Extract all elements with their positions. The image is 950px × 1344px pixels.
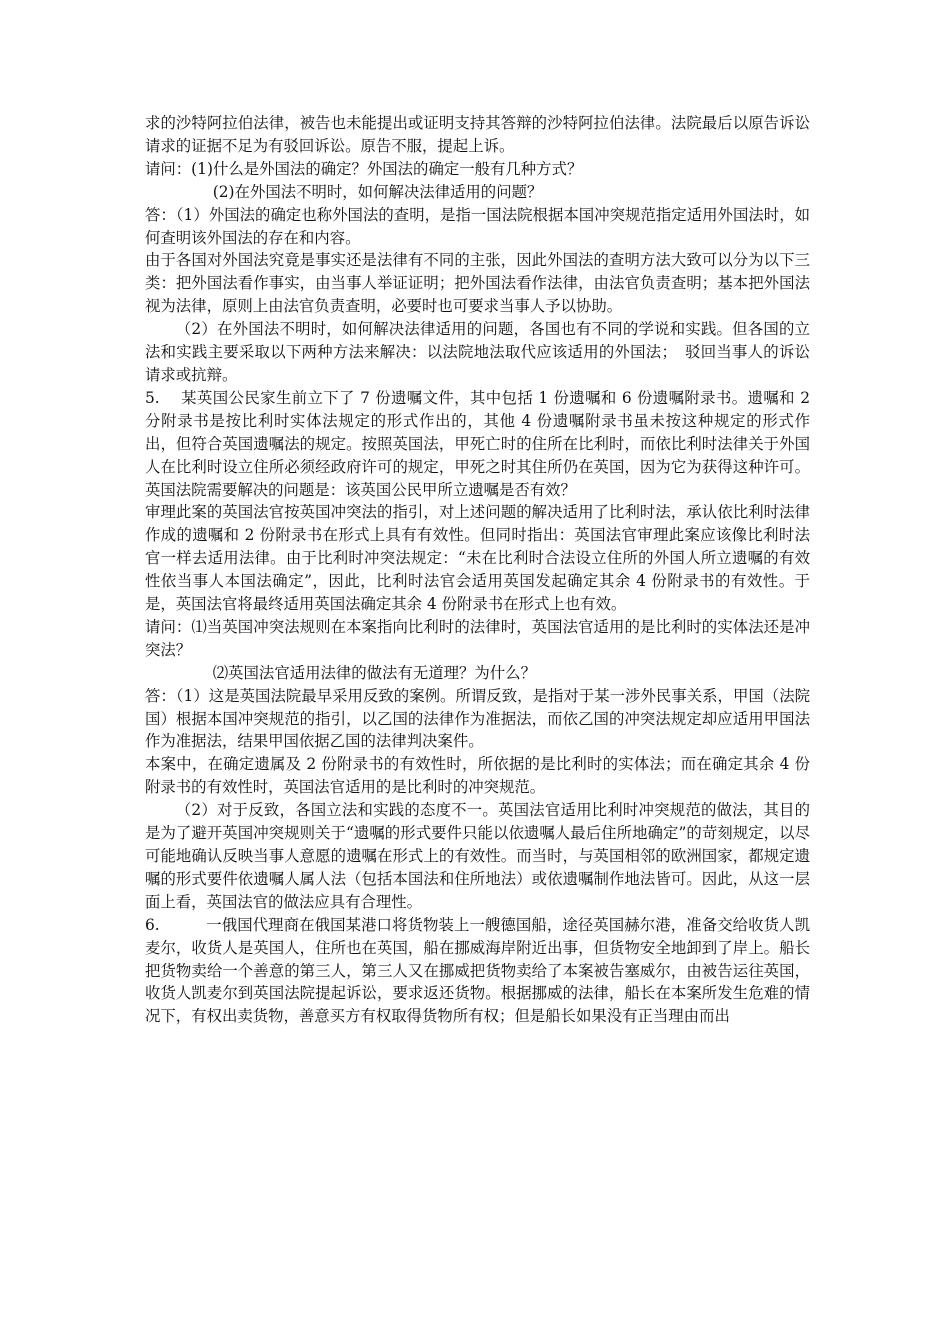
paragraph: 请问：(1)什么是外国法的确定？外国法的确定一般有几种方式？: [145, 159, 583, 178]
paragraph: 求的沙特阿拉伯法律，被告也未能提出或证明支持其答辩的沙特阿拉伯法律。法院最后以原告诉讼请求的证据不足为有驳回诉讼。原告不服，提起上诉。: [145, 114, 810, 155]
paragraph: 审理此案的英国法官按英国冲突法的指引，对上述问题的解决适用了比利时法，承认依比利时法律作成的遗嘱和 2 份附录书在形式上具有有效性。但同时指出：英国法官审理此案应该像比利时法官一样去适用法律。由于比利时冲突法规定：“未在比利时合法设立住所的外国人所立遗嘱的有效性依当事人本国法确定”，因此，比利时法官会适用英国发起确定其余 4 份附录书的有效性。于是，英国法官将最终适用英国法确定其余 4 份附录书在形式上也有效。: [145, 503, 810, 614]
paragraph: 答：（1）这是英国法院最早采用反致的案例。所谓反致，是指对于某一涉外民事关系，甲国（法院国）根据本国冲突规范的指引，以乙国的法律作为准据法，而依乙国的冲突法规定却应适用甲国法作为准据法，结果甲国依据乙国的法律判决案件。: [145, 686, 810, 751]
paragraph: 请问：⑴当英国冲突法规则在本案指向比利时的法律时，英国法官适用的是比利时的实体法还是冲突法？: [145, 617, 810, 659]
document-page: [145, 112, 810, 1028]
paragraph: ⑵英国法官适用法律的做法有无道理？为什么？: [212, 663, 536, 682]
paragraph: （2）对于反致，各国立法和实践的态度不一。英国法官适用比利时冲突规范的做法，其目的是为了避开英国冲突规则关于“遗嘱的形式要件只能以依遗嘱人最后住所地确定”的苛刻规定，以尽可能地确认反映当事人意愿的遗嘱在形式上的有效性。而当时，与英国相邻的欧洲国家，都规定遗嘱的形式要件依遗嘱人属人法（包括本国法和住所地法）或依遗嘱制作地法皆可。因此，从这一层面上看，英国法官的做法应具有合理性。: [145, 801, 810, 911]
paragraph: 本案中，在确定遗属及 2 份附录书的有效性时，所依据的是比利时的实体法；而在确定其余 4 份附录书的有效性时，英国法官适用的是比利时的冲突规范。: [145, 755, 810, 797]
paragraph: 由于各国对外国法究竟是事实还是法律有不同的主张，因此外国法的查明方法大致可以分为以下三类：把外国法看作事实，由当事人举证证明；把外国法看作法律，由法官负责查明；基本把外国法视为法律，原则上由法官负责查明，必要时也可要求当事人予以协助。: [145, 251, 810, 316]
paragraph: （2）在外国法不明时，如何解决法律适用的问题，各国也有不同的学说和实践。但各国的立法和实践主要采取以下两种方法来解决：以法院地法取代应该适用的外国法； 驳回当事人的诉讼请求或抗辩。: [145, 320, 810, 384]
paragraph: (2)在外国法不明时，如何解决法律适用的问题？: [212, 182, 543, 201]
paragraph: 答：（1）外国法的确定也称外国法的查明，是指一国法院根据本国冲突规范指定适用外国法时，如何查明该外国法的存在和内容。: [145, 205, 810, 247]
paragraph: 6. 一俄国代理商在俄国某港口将货物装上一艘德国船，途径英国赫尔港，准备交给收货人凯麦尔，收货人是英国人，住所也在英国，船在挪威海岸附近出事，但货物安全地卸到了岸上。船长把货物卖给一个善意的第三人，第三人又在挪威把货物卖给了本案被告塞威尔，由被告运往英国，收货人凯麦尔到英国法院提起诉讼，要求返还货物。根据挪威的法律，船长在本案所发生危难的情况下，有权出卖货物，善意买方有权取得货物所有权；但是船长如果没有正当理由而出: [145, 915, 810, 1026]
paragraph: 5. 某英国公民家生前立下了 7 份遗嘱文件，其中包括 1 份遗嘱和 6 份遗嘱附录书。遗嘱和 2 分附录书是按比利时实体法规定的形式作出的，其他 4 份遗嘱附录书虽未按这种规定的形式作出，但符合英国遗嘱法的规定。按照英国法，甲死亡时的住所在比利时，而依比利时法律关于外国人在比利时设立住所必须经政府许可的规定，甲死之时其住所仍在英国，因为它为获得这种许可。英国法院需要解决的问题是：该英国公民甲所立遗嘱是否有效？: [145, 388, 810, 499]
